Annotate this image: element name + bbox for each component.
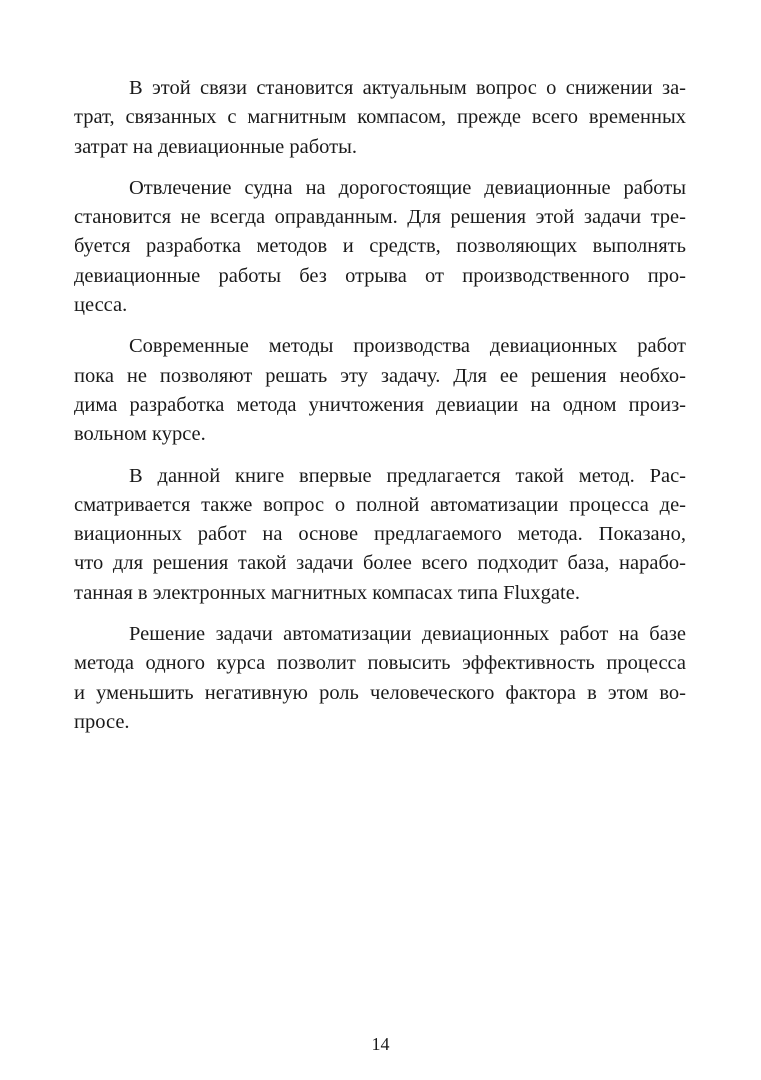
paragraph-line: танная в электронных магнитных компасах типа Fluxgate. [74, 581, 580, 604]
paragraph-line: виационных работ на основе предлагаемого метода. Показано, [74, 523, 686, 546]
paragraph-line: вольном курсе. [74, 423, 206, 446]
paragraph-line: девиационные работы без отрыва от производственного про- [74, 264, 686, 287]
paragraph-spacer [74, 608, 686, 620]
paragraph-line: В этой связи становится актуальным вопрос о снижении за- [129, 77, 686, 99]
paragraph-line: пока не позволяют решать эту задачу. Для ее решения необхо- [74, 364, 686, 387]
paragraph-line: Отвлечение судна на дорогостоящие девиационные работы [129, 176, 686, 199]
paragraph-line: цесса. [74, 294, 128, 317]
paragraph-5 [74, 620, 686, 737]
paragraph-spacer [74, 450, 686, 462]
paragraph-1 [74, 74, 686, 162]
paragraph-2 [74, 174, 686, 320]
paragraph-line: становится не всегда оправданным. Для решения этой задачи тре- [74, 206, 686, 229]
paragraph-line: метода одного курса позволит повысить эффективность процесса [74, 652, 686, 675]
paragraph-spacer [74, 320, 686, 332]
paragraph-line: что для решения такой задачи более всего подходит база, нарабо- [74, 552, 686, 575]
page-number: 14 [371, 1034, 390, 1054]
text-body [74, 74, 686, 737]
paragraph-line: затрат на девиационные работы. [74, 135, 357, 158]
paragraph-3 [74, 332, 686, 449]
paragraph-line: дима разработка метода уничтожения девиации на одном произ- [74, 393, 686, 416]
paragraph-line: Решение задачи автоматизации девиационных работ на базе [129, 623, 686, 646]
paragraph-line: и уменьшить негативную роль человеческого фактора в этом во- [74, 681, 686, 704]
paragraph-line: сматривается также вопрос о полной автоматизации процесса де- [74, 493, 686, 516]
paragraph-spacer [74, 162, 686, 174]
paragraph-line: просе. [74, 710, 130, 733]
paragraph-line: буется разработка методов и средств, позволяющих выполнять [74, 235, 686, 258]
paragraph-line: В данной книге впервые предлагается такой метод. Рас- [129, 464, 686, 487]
paragraph-line: трат, связанных с магнитным компасом, прежде всего временных [74, 106, 686, 129]
paragraph-line: Современные методы производства девиационных работ [129, 335, 686, 358]
paragraph-4 [74, 462, 686, 608]
